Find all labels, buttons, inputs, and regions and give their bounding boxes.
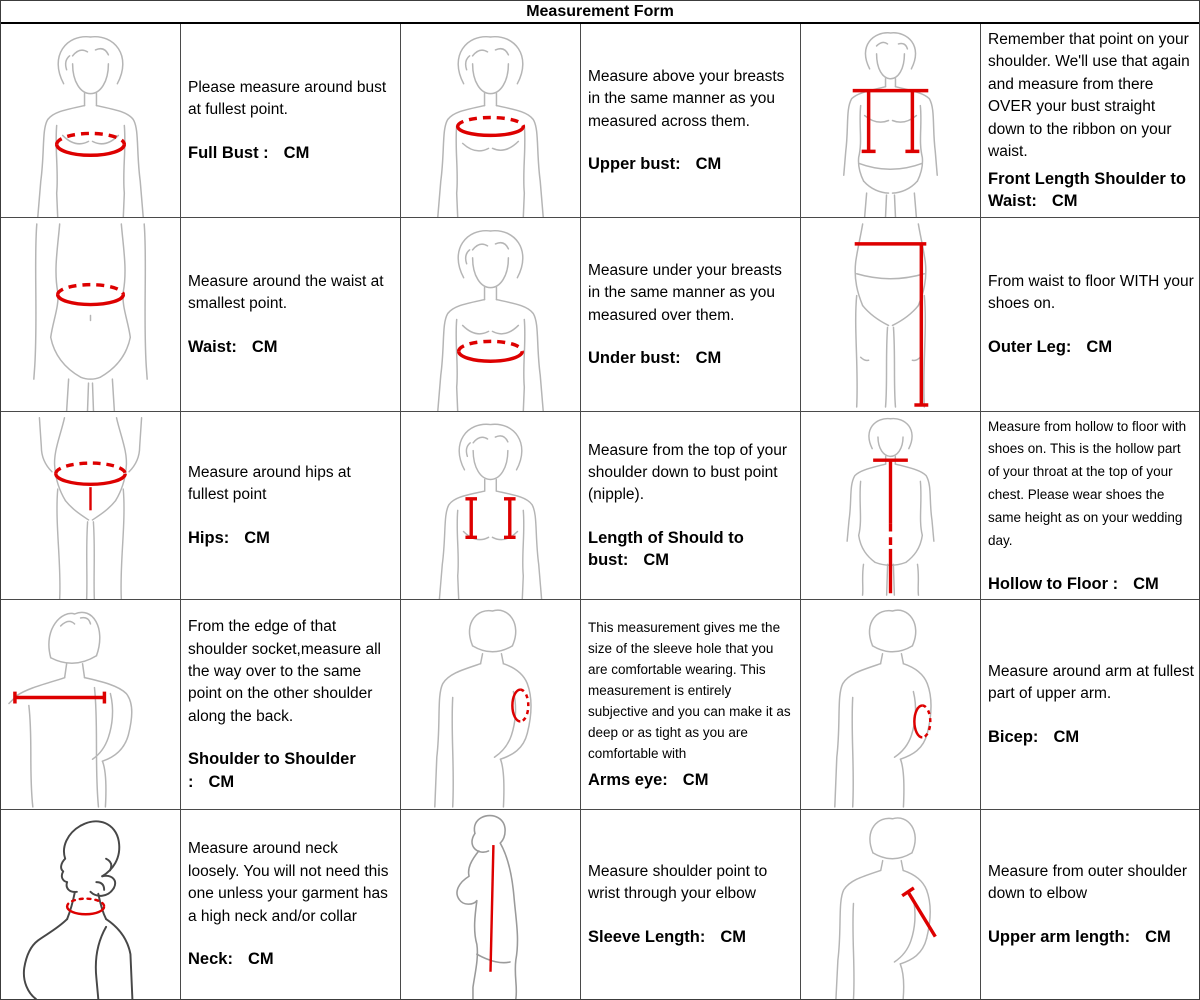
arms-eye-figure-cell <box>401 600 581 810</box>
measurement-description: Measure under your breasts in the same manner as you measured over them. <box>588 261 782 324</box>
measurement-description: Measure around the waist at smallest point. <box>188 272 384 313</box>
unit-label: CM <box>251 337 278 356</box>
measurement-label: Front Length Shoulder to Waist: CM <box>988 169 1186 210</box>
hollow-to-floor-cell <box>981 412 1200 600</box>
sleeve-length-figure-cell <box>401 810 581 1000</box>
measurement-description: From the edge of that shoulder socket,measure all the way over to the same point on the other shoulder along the back. <box>188 618 381 725</box>
hollow-to-floor-figure <box>801 412 980 599</box>
shoulder-to-shoulder-figure-cell <box>1 600 181 810</box>
waist-cell <box>181 218 401 412</box>
measurement-description: Measure above your breasts in the same manner as you measured across them. <box>588 67 785 130</box>
shoulder-to-shoulder-cell <box>181 600 401 810</box>
measurement-label: Upper arm length: CM <box>988 927 1171 946</box>
measurement-label: Sleeve Length: CM <box>588 927 747 946</box>
measurement-label: Outer Leg: CM <box>988 337 1113 356</box>
hips-cell <box>181 412 401 600</box>
unit-label: CM <box>1051 191 1078 210</box>
measurement-description: Measure from hollow to floor with shoes on. This is the hollow part of your throat at the top of your chest. Please wear shoes the same height as on your wedding day. <box>988 418 1187 549</box>
measurement-description: Remember that point on your shoulder. We'll use that again and measure from there OVER your bust straight down to the ribbon on your waist. <box>988 30 1190 161</box>
unit-label: CM <box>283 143 310 162</box>
waist-figure-cell <box>1 218 181 412</box>
unit-label: CM <box>695 155 722 174</box>
unit-label: CM <box>1053 727 1080 746</box>
under-bust-cell <box>581 218 801 412</box>
unit-label: CM <box>247 950 274 969</box>
full-bust-figure <box>1 24 180 217</box>
unit-label: CM <box>208 772 235 791</box>
bicep-figure <box>801 600 980 809</box>
neck-figure <box>1 810 180 999</box>
full-bust-cell <box>181 24 401 218</box>
measurement-description: Measure from the top of your shoulder down to bust point (nipple). <box>588 441 788 504</box>
shoulder-to-bust-figure-cell <box>401 412 581 600</box>
bicep-cell <box>981 600 1200 810</box>
upper-bust-figure-cell <box>401 24 581 218</box>
measurement-label: Upper bust: CM <box>588 155 722 174</box>
measurement-label: Under bust: CM <box>588 349 722 368</box>
upper-arm-length-cell <box>981 810 1200 1000</box>
measurement-label: Waist: CM <box>188 337 278 356</box>
page-title: Measurement Form <box>1 1 1199 24</box>
measurement-label: Shoulder to Shoulder : CM <box>188 750 356 791</box>
measurement-label: Bicep: CM <box>988 727 1080 746</box>
neck-figure-cell <box>1 810 181 1000</box>
upper-arm-length-figure-cell <box>801 810 981 1000</box>
upper-bust-figure <box>401 24 580 217</box>
under-bust-figure <box>401 218 580 411</box>
shoulder-to-bust-cell <box>581 412 801 600</box>
outer-leg-figure-cell <box>801 218 981 412</box>
upper-bust-cell <box>581 24 801 218</box>
waist-figure <box>1 218 180 411</box>
sleeve-length-figure <box>401 810 580 999</box>
under-bust-figure-cell <box>401 218 581 412</box>
sleeve-length-cell <box>581 810 801 1000</box>
measurement-grid <box>1 24 1199 1000</box>
measurement-label: Neck: CM <box>188 950 274 969</box>
shoulder-to-bust-figure <box>401 412 580 599</box>
front-length-cell <box>981 24 1200 218</box>
shoulder-to-shoulder-figure <box>1 600 180 809</box>
unit-label: CM <box>1145 927 1171 946</box>
outer-leg-cell <box>981 218 1200 412</box>
unit-label: CM <box>643 551 669 570</box>
measurement-label: Length of Should to bust: CM <box>588 528 744 570</box>
unit-label: CM <box>720 927 747 946</box>
hips-figure <box>1 412 180 599</box>
measurement-description: Measure shoulder point to wrist through your elbow <box>588 862 768 903</box>
full-bust-figure-cell <box>1 24 181 218</box>
unit-label: CM <box>695 349 722 368</box>
measurement-label: Hollow to Floor : CM <box>988 575 1159 594</box>
hips-figure-cell <box>1 412 181 600</box>
outer-leg-figure <box>801 218 980 411</box>
upper-arm-length-figure <box>801 810 980 999</box>
measurement-description: From waist to floor WITH your shoes on. <box>988 272 1194 313</box>
unit-label: CM <box>1086 337 1113 356</box>
unit-label: CM <box>244 528 270 547</box>
measurement-description: This measurement gives me the size of the sleeve hole that you are comfortable wearing. This measurement is entirely subjective and you can make it as deep or as tight as you are comfortable with <box>588 620 791 761</box>
measurement-description: Measure around neck loosely. You will not need this one unless your garment has a high neck and/or collar <box>188 840 389 925</box>
measurement-label: Hips: CM <box>188 528 270 547</box>
neck-cell <box>181 810 401 1000</box>
measurement-description: Please measure around bust at fullest point. <box>188 78 387 119</box>
measurement-description: Measure around arm at fullest part of upper arm. <box>988 662 1194 703</box>
arms-eye-cell <box>581 600 801 810</box>
bicep-figure-cell <box>801 600 981 810</box>
measurement-description: Measure from outer shoulder down to elbow <box>988 862 1188 903</box>
measurement-label: Arms eye: CM <box>588 770 709 789</box>
measurement-description: Measure around hips at fullest point <box>188 463 351 504</box>
unit-label: CM <box>1133 575 1159 594</box>
arms-eye-figure <box>401 600 580 809</box>
front-length-figure <box>801 24 980 217</box>
front-length-figure-cell <box>801 24 981 218</box>
unit-label: CM <box>682 770 709 789</box>
hollow-to-floor-figure-cell <box>801 412 981 600</box>
measurement-label: Full Bust : CM <box>188 143 310 162</box>
